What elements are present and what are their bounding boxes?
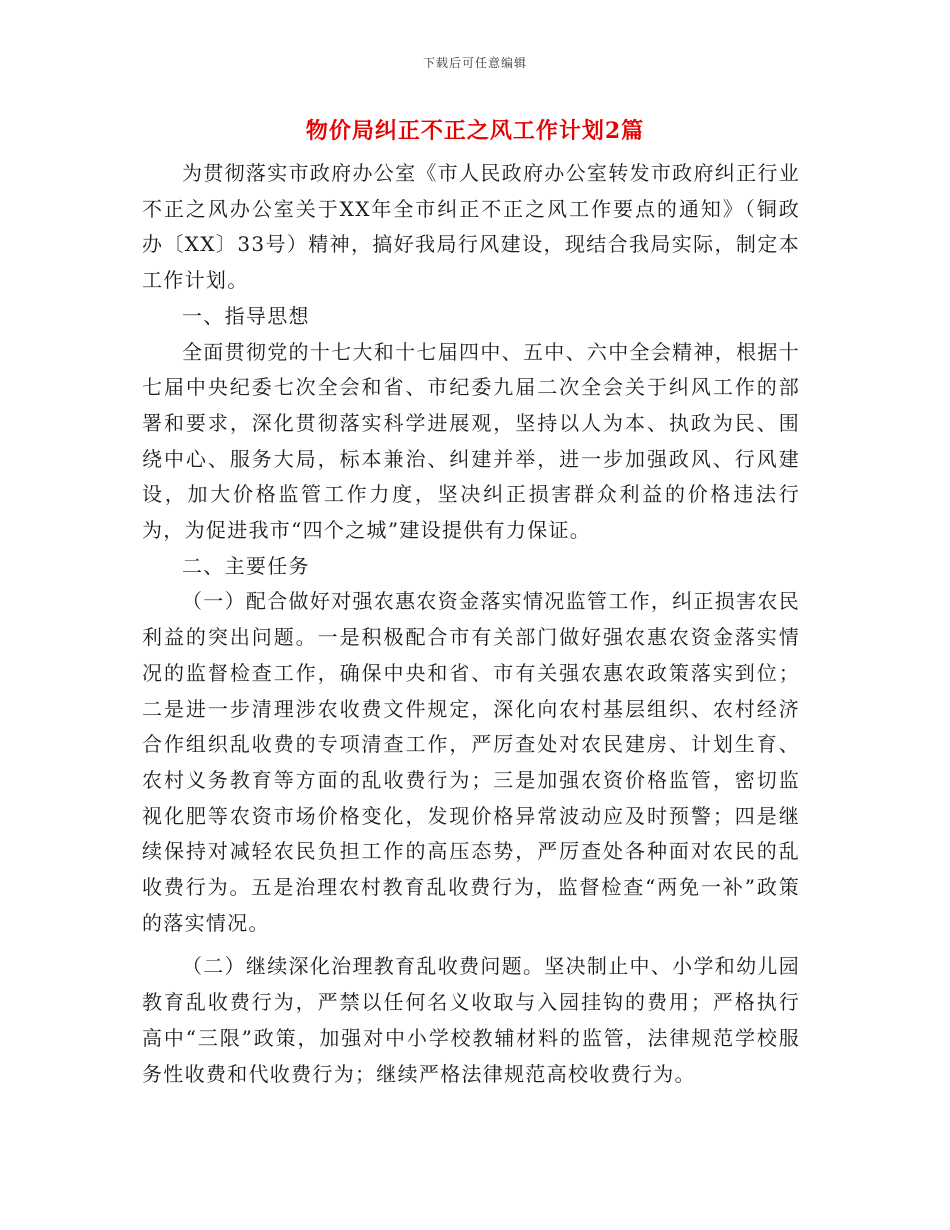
- paragraph-task-two: （二）继续深化治理教育乱收费问题。坚决制止中、小学和幼儿园教育乱收费行为，严禁以任何名义收取与入园挂钩的费用；严格执行高中“三限”政策，加强对中小学校教辅材料的监管，法律规范学校服务性收费和代收费行为；继续严格法律规范高校收费行为。: [142, 954, 800, 1086]
- section-heading-main-tasks: 二、主要任务: [182, 553, 310, 578]
- paragraph-intro: 为贯彻落实市政府办公室《市人民政府办公室转发市政府纠正行业不正之风办公室关于XX年全市纠正不正之风工作要点的通知》（铜政办〔XX〕33号）精神，搞好我局行风建设，现结合我局实际，制定本工作计划。: [142, 161, 800, 293]
- section-heading-guiding-ideology: 一、指导思想: [182, 303, 310, 328]
- paragraph-task-one: （一）配合做好对强农惠农资金落实情况监管工作，纠正损害农民利益的突出问题。一是积极配合市有关部门做好强农惠农资金落实情况的监督检查工作，确保中央和省、市有关强农惠农政策落实到位；二是进一步清理涉农收费文件规定，深化向农村基层组织、农村经济合作组织乱收费的专项清查工作，严厉查处对农民建房、计划生育、农村义务教育等方面的乱收费行为；三是加强农资价格监管，密切监视化肥等农资市场价格变化，发现价格异常波动应及时预警；四是继续保持对减轻农民负担工作的高压态势，严厉查处各种面对农民的乱收费行为。五是治理农村教育乱收费行为，监督检查“两免一补”政策的落实情况。: [142, 589, 800, 935]
- paragraph-guiding-ideology: 全面贯彻党的十七大和十七届四中、五中、六中全会精神，根据十七届中央纪委七次全会和省、市纪委九届二次全会关于纠风工作的部署和要求，深化贯彻落实科学进展观，坚持以人为本、执政为民、围绕中心、服务大局，标本兼治、纠建并举，进一步加强政风、行风建设，加大价格监管工作力度，坚决纠正损害群众利益的价格违法行为，为促进我市“四个之城”建设提供有力保证。: [142, 339, 800, 543]
- document-body: [142, 156, 800, 1092]
- document-title: 物价局纠正不正之风工作计划2篇: [305, 118, 645, 144]
- header-note: 下载后可任意编辑: [422, 56, 527, 70]
